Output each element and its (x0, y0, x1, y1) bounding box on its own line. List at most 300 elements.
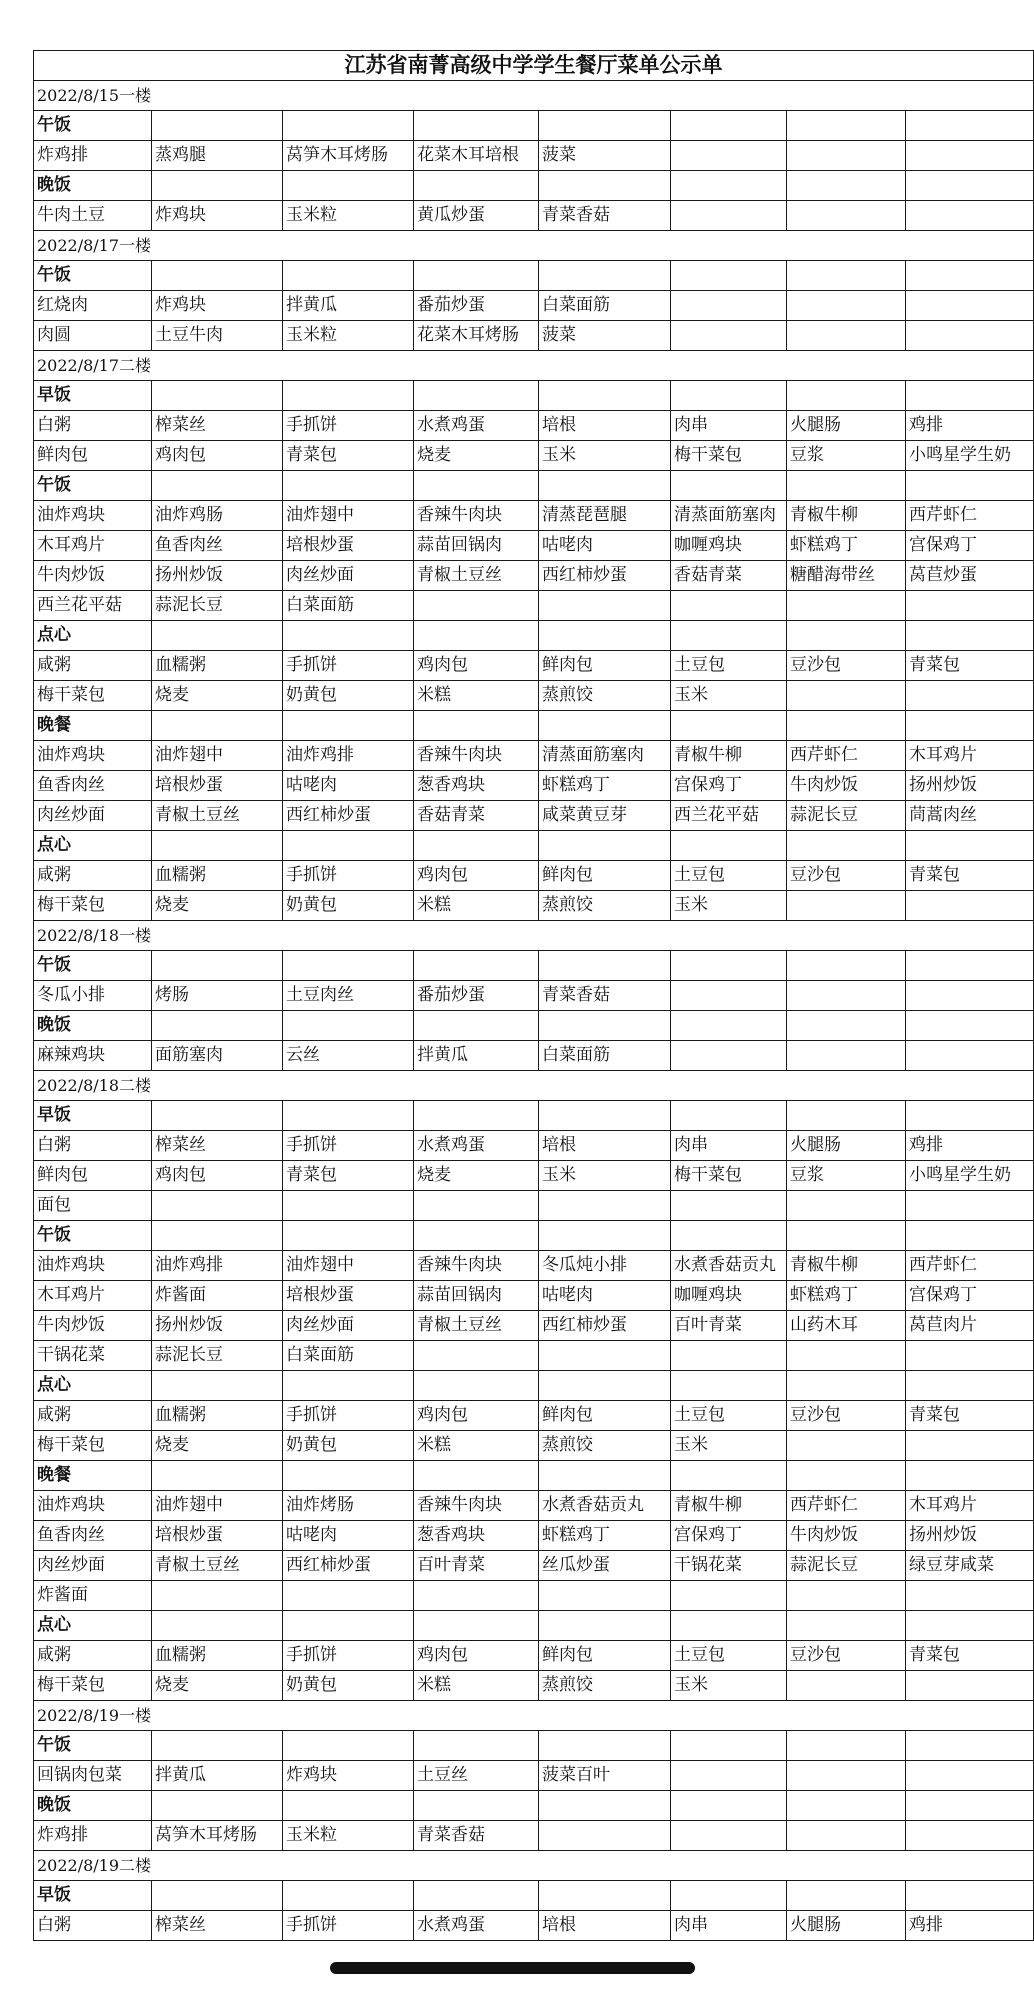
dish-cell: 牛肉炒饭 (34, 1311, 152, 1341)
empty-cell (539, 1221, 671, 1251)
empty-cell (539, 111, 671, 141)
empty-cell (414, 261, 539, 291)
empty-cell (152, 1611, 283, 1641)
dish-cell: 清蒸面筋塞肉 (671, 501, 787, 531)
dish-cell: 鲜肉包 (539, 1401, 671, 1431)
dish-cell: 清蒸面筋塞肉 (539, 741, 671, 771)
empty-cell (671, 1101, 787, 1131)
empty-cell (787, 621, 906, 651)
dish-cell: 手抓饼 (283, 1641, 414, 1671)
dish-cell: 青菜包 (906, 861, 1034, 891)
dish-cell: 小鸣星学生奶 (906, 1161, 1034, 1191)
dish-cell: 肉丝炒面 (283, 561, 414, 591)
dish-cell: 西芹虾仁 (787, 1491, 906, 1521)
empty-cell (152, 711, 283, 741)
dish-cell: 香辣牛肉块 (414, 741, 539, 771)
dish-row (34, 1131, 1034, 1161)
dish-cell: 西红柿炒蛋 (283, 801, 414, 831)
dish-row (34, 801, 1034, 831)
dish-cell: 白粥 (34, 1911, 152, 1941)
dish-cell: 菠菜 (539, 141, 671, 171)
empty-cell (787, 1371, 906, 1401)
empty-cell (906, 321, 1034, 351)
date-row (34, 1851, 1034, 1881)
empty-cell (283, 621, 414, 651)
dish-cell: 虾糕鸡丁 (539, 1521, 671, 1551)
empty-cell (787, 171, 906, 201)
dish-cell: 青椒土豆丝 (152, 801, 283, 831)
dish-cell: 麻辣鸡块 (34, 1041, 152, 1071)
date-header: 2022/8/18一楼 (34, 921, 1034, 951)
dish-cell: 菠菜 (539, 321, 671, 351)
meal-label: 早饭 (34, 1881, 152, 1911)
empty-cell (787, 1221, 906, 1251)
empty-cell (787, 681, 906, 711)
dish-cell: 山药木耳 (787, 1311, 906, 1341)
dish-cell: 青菜包 (283, 1161, 414, 1191)
empty-cell (414, 1731, 539, 1761)
empty-cell (414, 111, 539, 141)
empty-cell (414, 951, 539, 981)
empty-cell (283, 1221, 414, 1251)
dish-row (34, 441, 1034, 471)
empty-cell (671, 1731, 787, 1761)
dish-row (34, 891, 1034, 921)
dish-cell: 榨菜丝 (152, 1131, 283, 1161)
dish-cell: 烧麦 (152, 681, 283, 711)
empty-cell (906, 1341, 1034, 1371)
dish-cell: 手抓饼 (283, 1911, 414, 1941)
date-header: 2022/8/15一楼 (34, 81, 1034, 111)
dish-cell: 鲜肉包 (539, 861, 671, 891)
dish-cell: 土豆丝 (414, 1761, 539, 1791)
empty-cell (152, 1461, 283, 1491)
dish-cell: 青菜香菇 (414, 1821, 539, 1851)
dish-cell: 玉米 (671, 1671, 787, 1701)
empty-cell (283, 951, 414, 981)
dish-cell: 番茄炒蛋 (414, 981, 539, 1011)
dish-cell: 梅干菜包 (671, 441, 787, 471)
dish-cell: 肉圆 (34, 321, 152, 351)
dish-row (34, 1431, 1034, 1461)
meal-label: 午饭 (34, 111, 152, 141)
dish-row (34, 1341, 1034, 1371)
empty-cell (539, 1341, 671, 1371)
empty-cell (671, 951, 787, 981)
empty-cell (906, 1611, 1034, 1641)
dish-cell: 培根炒蛋 (152, 771, 283, 801)
empty-cell (414, 1371, 539, 1401)
dish-cell: 青椒土豆丝 (414, 561, 539, 591)
empty-cell (283, 1101, 414, 1131)
dish-cell: 蒸鸡腿 (152, 141, 283, 171)
dish-cell: 鸡肉包 (152, 1161, 283, 1191)
empty-cell (283, 381, 414, 411)
meal-row (34, 1731, 1034, 1761)
dish-cell: 莴笋木耳烤肠 (152, 1821, 283, 1851)
dish-cell: 白粥 (34, 411, 152, 441)
dish-cell: 梅干菜包 (34, 681, 152, 711)
empty-cell (671, 171, 787, 201)
dish-row (34, 1401, 1034, 1431)
dish-cell: 奶黄包 (283, 1431, 414, 1461)
dish-cell: 香辣牛肉块 (414, 1491, 539, 1521)
dish-cell: 豆沙包 (787, 1641, 906, 1671)
empty-cell (671, 591, 787, 621)
meal-row (34, 1881, 1034, 1911)
empty-cell (671, 711, 787, 741)
meal-label: 晚饭 (34, 1011, 152, 1041)
dish-cell: 炸鸡排 (34, 1821, 152, 1851)
dish-cell: 西红柿炒蛋 (539, 1311, 671, 1341)
dish-cell: 肉丝炒面 (283, 1311, 414, 1341)
empty-cell (283, 831, 414, 861)
dish-cell: 土豆包 (671, 1401, 787, 1431)
empty-cell (787, 831, 906, 861)
date-header: 2022/8/18二楼 (34, 1071, 1034, 1101)
dish-row (34, 1761, 1034, 1791)
empty-cell (906, 1821, 1034, 1851)
dish-cell: 花菜木耳培根 (414, 141, 539, 171)
dish-cell: 鲜肉包 (539, 1641, 671, 1671)
empty-cell (539, 1821, 671, 1851)
dish-cell: 鸡肉包 (414, 651, 539, 681)
empty-cell (414, 1341, 539, 1371)
empty-cell (152, 951, 283, 981)
empty-cell (906, 1581, 1034, 1611)
dish-cell: 咕咾肉 (283, 1521, 414, 1551)
empty-cell (671, 1191, 787, 1221)
meal-label: 点心 (34, 621, 152, 651)
dish-cell: 面筋塞肉 (152, 1041, 283, 1071)
empty-cell (283, 171, 414, 201)
date-row (34, 351, 1034, 381)
dish-cell: 火腿肠 (787, 1911, 906, 1941)
empty-cell (414, 591, 539, 621)
meal-label: 午饭 (34, 1731, 152, 1761)
empty-cell (539, 621, 671, 651)
dish-cell: 烧麦 (152, 1671, 283, 1701)
dish-row (34, 291, 1034, 321)
dish-cell: 咖喱鸡块 (671, 531, 787, 561)
empty-cell (152, 1011, 283, 1041)
meal-label: 午饭 (34, 951, 152, 981)
empty-cell (671, 1791, 787, 1821)
empty-cell (414, 1881, 539, 1911)
empty-cell (787, 321, 906, 351)
empty-cell (152, 831, 283, 861)
empty-cell (787, 111, 906, 141)
empty-cell (787, 891, 906, 921)
dish-row (34, 1311, 1034, 1341)
empty-cell (906, 201, 1034, 231)
dish-cell: 鲜肉包 (34, 441, 152, 471)
empty-cell (906, 261, 1034, 291)
date-header: 2022/8/17二楼 (34, 351, 1034, 381)
empty-cell (414, 1221, 539, 1251)
dish-cell: 玉米粒 (283, 321, 414, 351)
dish-row (34, 201, 1034, 231)
dish-cell: 花菜木耳烤肠 (414, 321, 539, 351)
dish-cell: 咕咾肉 (539, 531, 671, 561)
dish-row (34, 1911, 1034, 1941)
dish-cell: 青椒牛柳 (671, 1491, 787, 1521)
dish-cell: 虾糕鸡丁 (787, 1281, 906, 1311)
dish-cell: 油炸鸡块 (34, 1251, 152, 1281)
dish-cell: 培根 (539, 411, 671, 441)
meal-row (34, 1371, 1034, 1401)
dish-cell: 土豆包 (671, 861, 787, 891)
dish-cell: 蒜苗回锅肉 (414, 531, 539, 561)
dish-cell: 咸粥 (34, 1401, 152, 1431)
empty-cell (152, 471, 283, 501)
dish-cell: 鸡肉包 (152, 441, 283, 471)
dish-cell: 虾糕鸡丁 (787, 531, 906, 561)
empty-cell (283, 1191, 414, 1221)
dish-cell: 蒜泥长豆 (787, 1551, 906, 1581)
dish-row (34, 1641, 1034, 1671)
meal-row (34, 621, 1034, 651)
empty-cell (671, 1371, 787, 1401)
dish-cell: 西芹虾仁 (906, 1251, 1034, 1281)
dish-cell: 蒜泥长豆 (152, 591, 283, 621)
empty-cell (539, 951, 671, 981)
dish-cell: 水煮香菇贡丸 (671, 1251, 787, 1281)
empty-cell (906, 681, 1034, 711)
dish-cell: 宫保鸡丁 (671, 771, 787, 801)
dish-cell: 鱼香肉丝 (34, 771, 152, 801)
empty-cell (787, 1011, 906, 1041)
dish-cell: 鱼香肉丝 (152, 531, 283, 561)
dish-cell: 玉米 (671, 681, 787, 711)
dish-row (34, 591, 1034, 621)
dish-row (34, 1161, 1034, 1191)
dish-cell: 宫保鸡丁 (906, 1281, 1034, 1311)
dish-row (34, 1521, 1034, 1551)
dish-cell: 西红柿炒蛋 (539, 561, 671, 591)
dish-row (34, 771, 1034, 801)
empty-cell (787, 1581, 906, 1611)
meal-label: 晚饭 (34, 171, 152, 201)
dish-cell: 火腿肠 (787, 1131, 906, 1161)
dish-cell: 木耳鸡片 (34, 531, 152, 561)
dish-cell: 玉米 (671, 891, 787, 921)
empty-cell (539, 1611, 671, 1641)
dish-cell: 香辣牛肉块 (414, 1251, 539, 1281)
empty-cell (906, 291, 1034, 321)
dish-cell: 香菇青菜 (671, 561, 787, 591)
dish-cell: 油炸翅中 (152, 741, 283, 771)
meal-label: 早饭 (34, 381, 152, 411)
empty-cell (787, 141, 906, 171)
dish-cell: 培根 (539, 1911, 671, 1941)
dish-cell: 肉串 (671, 411, 787, 441)
dish-cell: 青椒牛柳 (787, 501, 906, 531)
dish-cell: 血糯粥 (152, 861, 283, 891)
scroll-indicator[interactable] (330, 1962, 695, 1974)
dish-cell: 奶黄包 (283, 1671, 414, 1701)
empty-cell (906, 1731, 1034, 1761)
empty-cell (539, 1581, 671, 1611)
page-title: 江苏省南菁高级中学学生餐厅菜单公示单 (34, 51, 1034, 81)
dish-cell: 鲜肉包 (539, 651, 671, 681)
empty-cell (906, 471, 1034, 501)
meal-label: 点心 (34, 1371, 152, 1401)
dish-cell: 玉米粒 (283, 1821, 414, 1851)
dish-cell: 葱香鸡块 (414, 1521, 539, 1551)
empty-cell (283, 471, 414, 501)
empty-cell (787, 591, 906, 621)
empty-cell (787, 981, 906, 1011)
empty-cell (671, 111, 787, 141)
empty-cell (283, 1611, 414, 1641)
empty-cell (906, 981, 1034, 1011)
empty-cell (414, 1101, 539, 1131)
empty-cell (414, 621, 539, 651)
date-row (34, 1071, 1034, 1101)
meal-row (34, 381, 1034, 411)
meal-row (34, 1011, 1034, 1041)
menu-table (33, 50, 1034, 1941)
empty-cell (906, 1791, 1034, 1821)
empty-cell (671, 381, 787, 411)
dish-cell: 咸菜黄豆芽 (539, 801, 671, 831)
empty-cell (671, 201, 787, 231)
dish-cell: 梅干菜包 (671, 1161, 787, 1191)
dish-cell: 血糯粥 (152, 1401, 283, 1431)
dish-cell: 冬瓜炖小排 (539, 1251, 671, 1281)
empty-cell (283, 711, 414, 741)
empty-cell (152, 1581, 283, 1611)
empty-cell (787, 471, 906, 501)
dish-row (34, 1491, 1034, 1521)
dish-cell: 油炸鸡块 (34, 741, 152, 771)
dish-cell: 炸酱面 (34, 1581, 152, 1611)
dish-cell: 白菜面筋 (283, 1341, 414, 1371)
empty-cell (671, 1461, 787, 1491)
dish-cell: 咸粥 (34, 651, 152, 681)
empty-cell (414, 381, 539, 411)
empty-cell (152, 111, 283, 141)
dish-cell: 米糕 (414, 1671, 539, 1701)
dish-cell: 油炸鸡块 (34, 1491, 152, 1521)
dish-cell: 咕咾肉 (283, 771, 414, 801)
meal-row (34, 111, 1034, 141)
dish-cell: 葱香鸡块 (414, 771, 539, 801)
dish-cell: 肉丝炒面 (34, 801, 152, 831)
dish-cell: 云丝 (283, 1041, 414, 1071)
empty-cell (671, 831, 787, 861)
empty-cell (671, 471, 787, 501)
empty-cell (906, 1671, 1034, 1701)
empty-cell (671, 1041, 787, 1071)
meal-row (34, 951, 1034, 981)
dish-cell: 香菇青菜 (414, 801, 539, 831)
date-row (34, 231, 1034, 261)
date-header: 2022/8/19一楼 (34, 1701, 1034, 1731)
empty-cell (152, 1881, 283, 1911)
dish-cell: 土豆肉丝 (283, 981, 414, 1011)
meal-label: 午饭 (34, 1221, 152, 1251)
dish-cell: 青椒土豆丝 (152, 1551, 283, 1581)
dish-cell: 干锅花菜 (671, 1551, 787, 1581)
empty-cell (906, 591, 1034, 621)
dish-cell: 鸡排 (906, 411, 1034, 441)
empty-cell (906, 171, 1034, 201)
empty-cell (671, 1221, 787, 1251)
dish-cell: 拌黄瓜 (283, 291, 414, 321)
dish-cell: 扬州炒饭 (906, 1521, 1034, 1551)
dish-cell: 冬瓜小排 (34, 981, 152, 1011)
empty-cell (152, 1371, 283, 1401)
empty-cell (539, 1101, 671, 1131)
dish-cell: 米糕 (414, 681, 539, 711)
dish-cell: 鸡肉包 (414, 1401, 539, 1431)
dish-cell: 青菜包 (906, 651, 1034, 681)
empty-cell (539, 1791, 671, 1821)
dish-cell: 血糯粥 (152, 651, 283, 681)
dish-cell: 咖喱鸡块 (671, 1281, 787, 1311)
meal-label: 午饭 (34, 471, 152, 501)
dish-cell: 鸡肉包 (414, 861, 539, 891)
dish-cell: 青菜包 (906, 1401, 1034, 1431)
dish-cell: 玉米粒 (283, 201, 414, 231)
dish-cell: 油炸翅中 (152, 1491, 283, 1521)
dish-cell: 豆浆 (787, 1161, 906, 1191)
dish-cell: 干锅花菜 (34, 1341, 152, 1371)
empty-cell (414, 1191, 539, 1221)
dish-cell: 西兰花平菇 (34, 591, 152, 621)
dish-cell: 炸鸡块 (152, 291, 283, 321)
empty-cell (906, 1011, 1034, 1041)
empty-cell (787, 1341, 906, 1371)
dish-cell: 水煮香菇贡丸 (539, 1491, 671, 1521)
dish-cell: 土豆包 (671, 1641, 787, 1671)
dish-cell: 肉串 (671, 1911, 787, 1941)
dish-cell: 水煮鸡蛋 (414, 1131, 539, 1161)
empty-cell (283, 1731, 414, 1761)
dish-cell: 木耳鸡片 (34, 1281, 152, 1311)
dish-cell: 土豆包 (671, 651, 787, 681)
dish-cell: 拌黄瓜 (152, 1761, 283, 1791)
dish-cell: 鸡排 (906, 1911, 1034, 1941)
empty-cell (787, 1761, 906, 1791)
dish-row (34, 1041, 1034, 1071)
empty-cell (539, 831, 671, 861)
dish-cell: 肉丝炒面 (34, 1551, 152, 1581)
empty-cell (787, 1611, 906, 1641)
dish-cell: 西兰花平菇 (671, 801, 787, 831)
empty-cell (906, 1431, 1034, 1461)
empty-cell (671, 291, 787, 321)
meal-row (34, 831, 1034, 861)
dish-cell: 炸酱面 (152, 1281, 283, 1311)
empty-cell (539, 1731, 671, 1761)
dish-cell: 米糕 (414, 891, 539, 921)
empty-cell (787, 711, 906, 741)
empty-cell (787, 1041, 906, 1071)
empty-cell (787, 1191, 906, 1221)
dish-row (34, 981, 1034, 1011)
dish-cell: 香辣牛肉块 (414, 501, 539, 531)
empty-cell (283, 1461, 414, 1491)
dish-cell: 蒸煎饺 (539, 1671, 671, 1701)
dish-row (34, 501, 1034, 531)
empty-cell (787, 1431, 906, 1461)
empty-cell (671, 321, 787, 351)
dish-cell: 奶黄包 (283, 681, 414, 711)
dish-cell: 烧麦 (414, 441, 539, 471)
